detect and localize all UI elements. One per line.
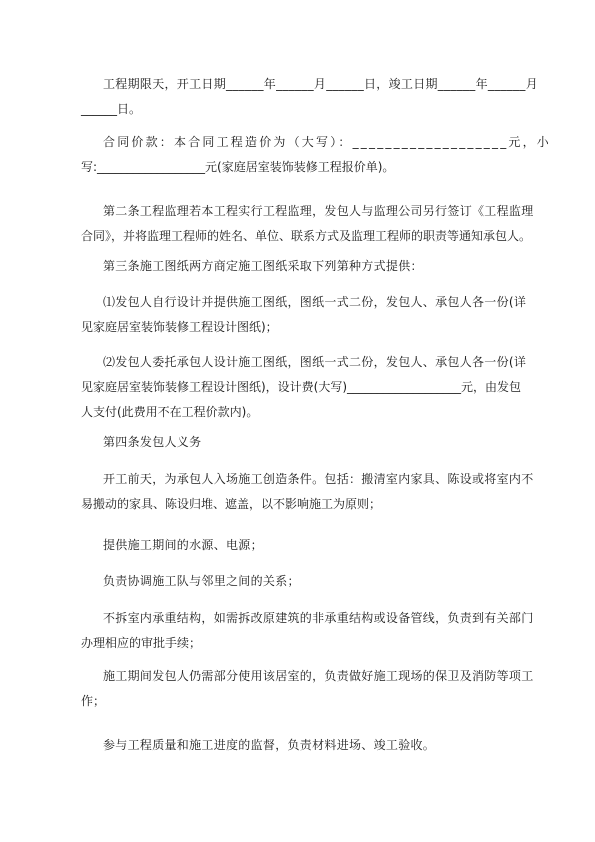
paragraph-article-4-heading	[103, 430, 529, 455]
text-line: 人支付(此费用不在工程价款内)。	[81, 405, 259, 419]
text-line: 不拆室内承重结构，如需拆改原建筑的非承重结构或设备管线，负责到有关部门	[103, 611, 534, 625]
paragraph-option-2	[81, 350, 529, 425]
paragraph-security	[81, 664, 534, 714]
text-line: 合同》，并将监理工程师的姓名、单位、联系方式及监理工程师的职责等通知承包人。	[81, 229, 532, 243]
text-line: ______日。	[81, 102, 142, 116]
text-line: 办理相应的审批手续；	[81, 636, 202, 650]
text-line: ⑵发包人委托承包人设计施工图纸，图纸一式二份，发包人、承包人各一份(详	[103, 355, 527, 369]
paragraph-neighbors	[103, 569, 529, 594]
text-line: 第四条发包人义务	[103, 435, 202, 449]
text-line: 开工前天，为承包人入场施工创造条件。包括：搬清室内家具、陈设或将室内不	[103, 472, 534, 486]
paragraph-preparation	[81, 467, 534, 517]
paragraph-contract-price	[81, 130, 552, 180]
paragraph-structure	[81, 606, 534, 656]
text-line: 易搬动的家具、陈设归堆、遮盖，以不影响施工为原则；	[81, 497, 382, 511]
paragraph-construction-period	[81, 72, 539, 122]
text-line: 见家庭居室装饰装修工程设计图纸)，设计费(大写)___________________元，由发包	[81, 380, 522, 394]
text-line: 合同价款：本合同工程造价为（大写）：___________________元，小	[103, 135, 552, 149]
text-line: 提供施工期间的水源、电源；	[103, 538, 263, 552]
paragraph-article-2	[81, 199, 534, 249]
paragraph-article-3	[103, 254, 529, 279]
text-line: 见家庭居室装饰装修工程设计图纸)；	[81, 320, 278, 334]
text-line: 工程期限天，开工日期______年______月______日，竣工日期______年______月	[103, 77, 539, 91]
text-line: 第二条工程监理若本工程实行工程监理，发包人与监理公司另行签订《工程监理	[103, 204, 534, 218]
paragraph-water-power	[103, 533, 529, 558]
text-line: 第三条施工图纸两方商定施工图纸采取下列第种方式提供：	[103, 259, 423, 273]
text-line: 参与工程质量和施工进度的监督，负责材料进场、竣工验收。	[103, 738, 436, 752]
text-line: 写:__________________元(家庭居室装饰装修工程报价单)。	[81, 160, 395, 174]
text-line: 作；	[81, 694, 106, 708]
paragraph-supervision	[103, 733, 529, 758]
text-line: 负责协调施工队与邻里之间的关系；	[103, 574, 300, 588]
text-line: 施工期间发包人仍需部分使用该居室的，负责做好施工现场的保卫及消防等项工	[103, 669, 534, 683]
text-line: ⑴发包人自行设计并提供施工图纸，图纸一式二份，发包人、承包人各一份(详	[103, 295, 527, 309]
paragraph-option-1	[81, 290, 529, 340]
